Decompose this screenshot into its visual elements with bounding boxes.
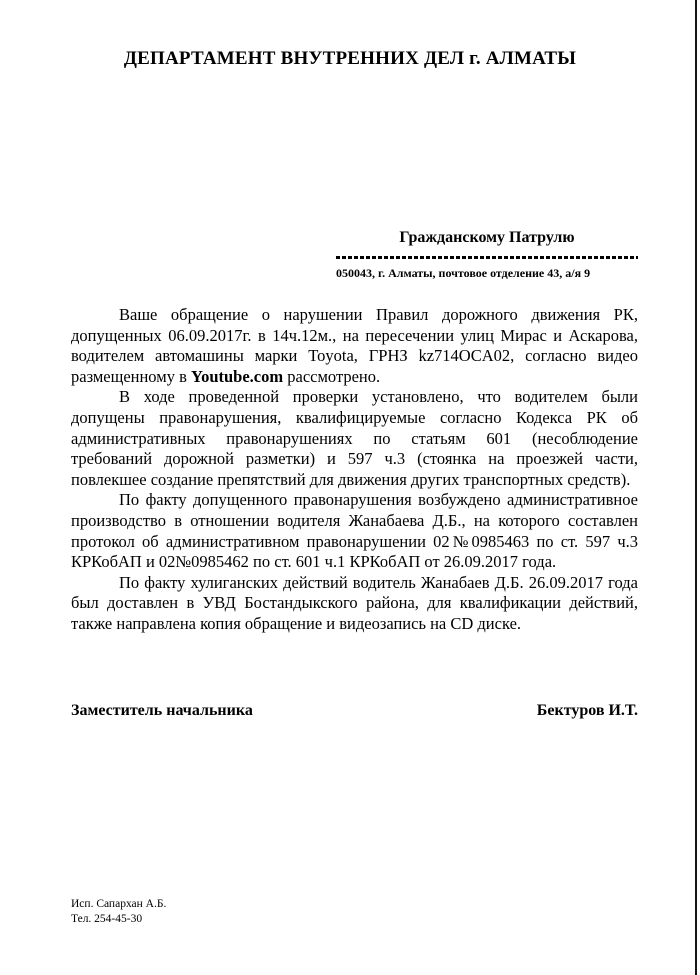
signature-block <box>71 702 638 720</box>
addressee-postal-address: 050043, г. Алматы, почтовое отделение 43, а/я 9 <box>336 266 591 281</box>
addressee-name: Гражданскому Патрулю <box>399 229 575 246</box>
addressee-block <box>336 228 638 281</box>
signatory-position: Заместитель начальника <box>71 702 253 719</box>
footer-phone: Тел. 254-45-30 <box>71 912 143 925</box>
scan-edge-artifact <box>695 0 697 975</box>
body-paragraph-1 <box>71 305 638 387</box>
footer-executor-block <box>71 897 166 926</box>
footer-executor-name: Исп. Сапархан А.Б. <box>71 898 167 910</box>
body-paragraph-3: По факту допущенного правонарушения возбуждено административное производство в отношении водителя Жанабаева Д.Б., на которого составлен протокол об административном правонарушении 02№0985463 по ст. 597 ч.3 КРКобАП и 02№0985462 по ст. 601 ч.1 КРКобАП от 26.09.2017 года. <box>71 490 638 572</box>
body-paragraph-4: По факту хулиганских действий водитель Жанабаев Д.Б. 26.09.2017 года был доставлен в УВД Бостандыкского района, для квалификации действий, также направлена копия обращение и видеозапись на CD диске. <box>71 572 638 633</box>
body-paragraph-2: В ходе проведенной проверки установлено, что водителем были допущены правонарушения, квалифицируемые согласно Кодекса РК об административных правонарушениях по статьям 601 (несоблюдение требований дорожной разметки) и 597 ч.3 (стоянка на проезжей части, повлекшее создание препятствий для движения других транспортных средств). <box>71 387 638 489</box>
paragraph-1-text-tail: рассмотрено. <box>283 366 381 386</box>
signatory-name: Бектуров И.Т. <box>536 702 638 719</box>
addressee-separator-rule <box>336 256 638 259</box>
paragraph-1-text-lead: Ваше обращение о нарушении Правил дорожного движения РК, допущенных 06.09.2017г. в 14ч.12м., на пересечении улиц Мирас и Аскарова, водителем автомашины марки Toyota, ГРНЗ kz714OCA02, согласно видео размещенному в <box>71 305 638 386</box>
document-body <box>71 305 638 635</box>
youtube-reference: Youtube.com <box>190 366 284 386</box>
page-title: ДЕПАРТАМЕНТ ВНУТРЕННИХ ДЕЛ г. АЛМАТЫ <box>123 48 577 69</box>
